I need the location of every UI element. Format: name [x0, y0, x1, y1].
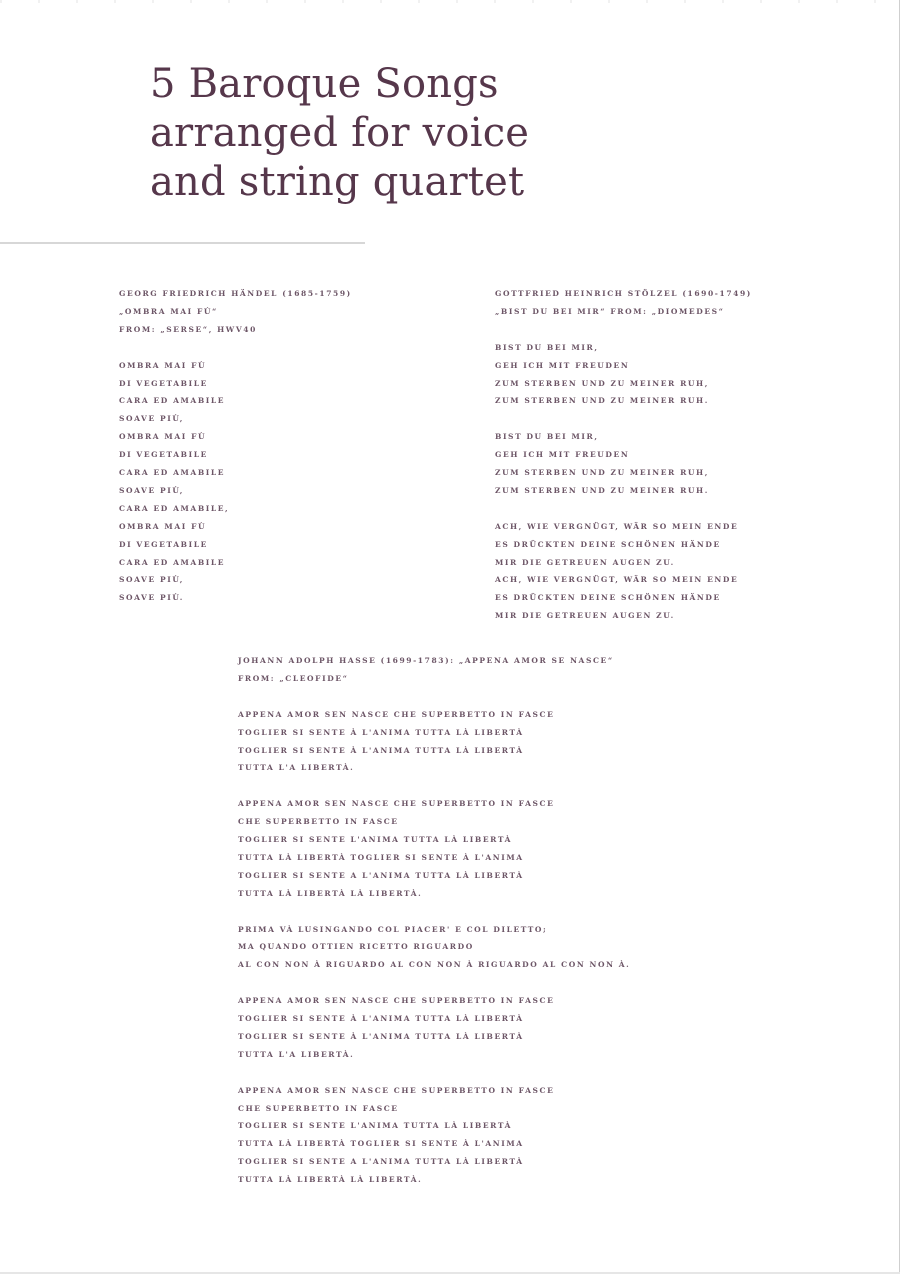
page-title [150, 60, 710, 207]
lyric-line: DI VEGETABILE [119, 539, 208, 549]
lyric-line: TUTTA L'A LIBERTÀ. [238, 763, 355, 773]
lyric-line: ZUM STERBEN UND ZU MEINER RUH. [495, 485, 709, 495]
lyric-line: PRIMA VÀ LUSINGANDO COL PIACER' E COL DILETTO; [238, 924, 548, 934]
lyric-line: OMBRA MAI FÙ [119, 432, 207, 442]
page-edge-top [0, 0, 900, 3]
lyric-stanza [495, 339, 752, 411]
lyric-line: TUTTA L'A LIBERTÀ. [238, 1049, 355, 1059]
lyric-line: DI VEGETABILE [119, 450, 208, 460]
lyric-stanza [238, 795, 630, 902]
lyric-line: MIR DIE GETREUEN AUGEN ZU. [495, 611, 675, 621]
lyric-line: CHE SUPERBETTO IN FASCE [238, 1103, 399, 1113]
song-heading-line: FROM: „SERSE“, HWV40 [119, 324, 257, 334]
song-heading-line: „OMBRA MAI FÚ“ [119, 306, 218, 316]
lyric-stanza [238, 706, 630, 778]
lyric-stanza [238, 992, 630, 1064]
lyric-line: SOAVE PIÙ, [119, 485, 184, 495]
lyric-line: TOGLIER SI SENTE A L'ANIMA TUTTA LÀ LIBERTÀ [238, 870, 524, 880]
lyric-line: SOAVE PIÙ, [119, 414, 184, 424]
lyric-line: CARA ED AMABILE [119, 557, 226, 567]
lyric-line: APPENA AMOR SEN NASCE CHE SUPERBETTO IN FASCE [238, 709, 555, 719]
lyric-line: APPENA AMOR SEN NASCE CHE SUPERBETTO IN FASCE [238, 799, 555, 809]
lyric-line: ACH, WIE VERGNÜGT, WÄR SO MEIN ENDE [495, 575, 739, 585]
lyric-line: ZUM STERBEN UND ZU MEINER RUH. [495, 396, 709, 406]
lyric-line: CARA ED AMABILE [119, 468, 226, 478]
lyric-line: GEH ICH MIT FREUDEN [495, 450, 630, 460]
lyric-stanza [238, 921, 630, 975]
song-heading-line: JOHANN ADOLPH HASSE (1699-1783): „APPENA AMOR SE NASCE“ [238, 656, 614, 665]
lyric-line: OMBRA MAI FÙ [119, 360, 207, 370]
lyric-line: TOGLIER SI SENTE À L'ANIMA TUTTA LÀ LIBERTÀ [238, 727, 524, 737]
lyric-line: TUTTA LÀ LIBERTÀ LÀ LIBERTÀ. [238, 1175, 423, 1185]
lyric-line: ZUM STERBEN UND ZU MEINER RUH, [495, 378, 709, 388]
song-handel [119, 285, 352, 607]
title-line: arranged for voice [150, 110, 530, 156]
lyric-line: GEH ICH MIT FREUDEN [495, 360, 630, 370]
song-heading [495, 285, 752, 321]
song-hasse [238, 652, 630, 1189]
lyric-line: CARA ED AMABILE, [119, 503, 230, 513]
lyric-line: ES DRÜCKTEN DEINE SCHÖNEN HÄNDE [495, 539, 721, 549]
lyric-line: OMBRA MAI FÙ [119, 521, 207, 531]
lyric-line: SOAVE PIÙ. [119, 593, 184, 603]
lyric-line: ES DRÜCKTEN DEINE SCHÖNEN HÄNDE [495, 593, 721, 603]
title-divider [0, 242, 365, 244]
song-stolzel [495, 285, 752, 625]
lyric-line: TOGLIER SI SENTE L'ANIMA TUTTA LÀ LIBERTÀ [238, 835, 513, 845]
lyric-line: BIST DU BEI MIR, [495, 342, 599, 352]
lyric-stanza [238, 1082, 630, 1189]
lyric-line: ACH, WIE VERGNÜGT, WÄR SO MEIN ENDE [495, 521, 739, 531]
lyric-line: TOGLIER SI SENTE À L'ANIMA TUTTA LÀ LIBERTÀ [238, 745, 524, 755]
lyric-stanza [495, 428, 752, 500]
lyric-line: TOGLIER SI SENTE L'ANIMA TUTTA LÀ LIBERTÀ [238, 1121, 513, 1131]
lyric-line: APPENA AMOR SEN NASCE CHE SUPERBETTO IN FASCE [238, 996, 555, 1006]
lyric-line: CHE SUPERBETTO IN FASCE [238, 817, 399, 827]
lyric-stanza [119, 357, 352, 608]
lyric-line: CARA ED AMABILE [119, 396, 226, 406]
song-heading [119, 285, 352, 339]
lyric-line: MIR DIE GETREUEN AUGEN ZU. [495, 557, 675, 567]
title-line: and string quartet [150, 159, 525, 205]
lyric-line: TOGLIER SI SENTE A L'ANIMA TUTTA LÀ LIBERTÀ [238, 1157, 524, 1167]
lyric-line: AL CON NON À RIGUARDO AL CON NON À RIGUARDO AL CON NON À. [238, 960, 631, 970]
lyric-line: ZUM STERBEN UND ZU MEINER RUH, [495, 468, 709, 478]
lyric-line: BIST DU BEI MIR, [495, 432, 599, 442]
lyric-stanza [495, 518, 752, 625]
lyric-line: SOAVE PIÙ, [119, 575, 184, 585]
song-heading [238, 652, 630, 688]
title-line: 5 Baroque Songs [150, 61, 499, 107]
lyric-line: MA QUANDO OTTIEN RICETTO RIGUARDO [238, 942, 474, 952]
lyric-line: TUTTA LÀ LIBERTÀ LÀ LIBERTÀ. [238, 888, 423, 898]
lyric-line: TUTTA LÀ LIBERTÀ TOGLIER SI SENTE À L'ANIMA [238, 1139, 524, 1149]
lyric-line: TOGLIER SI SENTE À L'ANIMA TUTTA LÀ LIBERTÀ [238, 1014, 524, 1024]
song-heading-line: FROM: „CLEOFIDE“ [238, 673, 349, 683]
song-heading-line: GEORG FRIEDRICH HÄNDEL (1685-1759) [119, 289, 352, 298]
lyric-line: TOGLIER SI SENTE À L'ANIMA TUTTA LÀ LIBERTÀ [238, 1031, 524, 1041]
song-heading-line: „BIST DU BEI MIR“ FROM: „DIOMEDES“ [495, 306, 725, 316]
lyric-line: TUTTA LÀ LIBERTÀ TOGLIER SI SENTE À L'ANIMA [238, 852, 524, 862]
lyric-line: APPENA AMOR SEN NASCE CHE SUPERBETTO IN FASCE [238, 1085, 555, 1095]
song-heading-line: GOTTFRIED HEINRICH STÖLZEL (1690-1749) [495, 289, 752, 298]
lyric-line: DI VEGETABILE [119, 378, 208, 388]
